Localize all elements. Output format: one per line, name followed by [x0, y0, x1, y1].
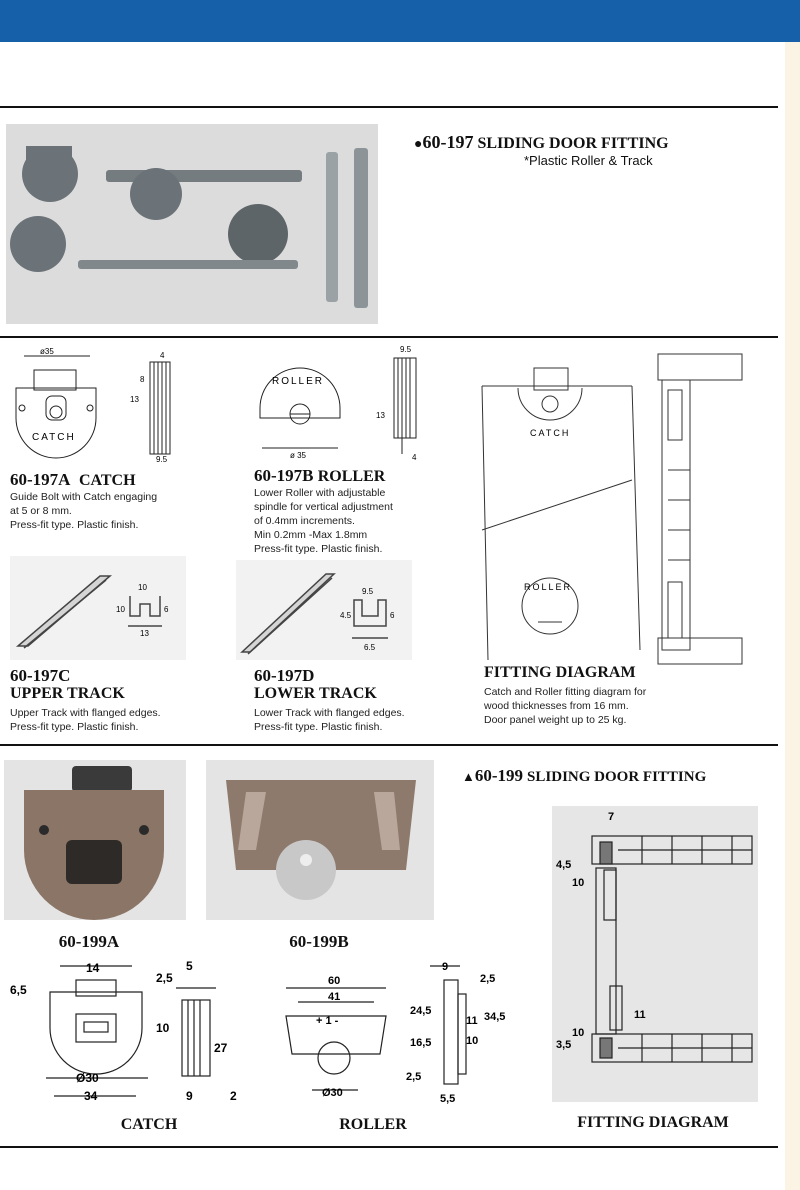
upper-track-dim-6: 6: [164, 605, 169, 614]
dim-catch-65: 6,5: [10, 983, 27, 997]
item-a-desc-line: at 5 or 8 mm.: [10, 505, 72, 517]
section1-heading: [414, 132, 669, 153]
item-b-desc-line: spindle for vertical adjustment: [254, 501, 393, 513]
item-a-heading: [10, 470, 136, 491]
divider-1: [0, 336, 778, 338]
dim-catch-30: Ø30: [76, 1071, 99, 1085]
divider-top: [0, 106, 778, 108]
catch-dim-35: ø35: [40, 347, 54, 356]
dim-roller-pm1: + 1 -: [316, 1015, 339, 1027]
dim-roller-30: Ø30: [322, 1087, 343, 1099]
roller-dim-35: ø 35: [290, 451, 307, 460]
item-b-desc-line: Press-fit type. Plastic finish.: [254, 543, 383, 555]
photo-a-label: 60-199A: [58, 932, 120, 951]
dim-roller-25-top: 2,5: [480, 973, 496, 985]
item-d-desc: [254, 706, 405, 734]
section2-heading: [462, 766, 706, 786]
item-d-desc-line: Press-fit type. Plastic finish.: [254, 721, 383, 733]
catch-dimension-drawing: [6, 958, 246, 1108]
section1-subtitle: *Plastic Roller & Track: [524, 153, 653, 168]
dim-roller-9: 9: [442, 961, 449, 973]
dim-roller-60: 60: [328, 975, 341, 987]
roller-dimension-drawing: [276, 958, 516, 1108]
lower-track-dim-65: 6.5: [364, 643, 376, 652]
item-b-code: 60-197B: [254, 466, 314, 485]
lower-track-dim-6: 6: [390, 611, 395, 620]
catch-dim-95: 9.5: [156, 455, 168, 464]
dim-roller-10: 10: [466, 1035, 479, 1047]
upper-track-dim-10: 10: [138, 583, 147, 592]
fitting-diagram-197: [482, 350, 746, 664]
photo-60-199b-shape: [206, 760, 434, 920]
lower-track-dim-45: 4.5: [340, 611, 352, 620]
item-b-desc-line: Lower Roller with adjustable: [254, 487, 386, 499]
catch-dim-4: 4: [160, 351, 165, 360]
diagram-desc-line: Catch and Roller fitting diagram for: [484, 686, 647, 698]
item-a-desc-line: Guide Bolt with Catch engaging: [10, 491, 158, 503]
dim-catch-14: 14: [86, 961, 100, 975]
item-d-name: LOWER TRACK: [254, 685, 377, 702]
upper-track-dim-13: 13: [140, 629, 149, 638]
catch-dim-8: 8: [140, 375, 145, 384]
section1-title: SLIDING DOOR FITTING: [477, 135, 669, 152]
diagram-desc-line: Door panel weight up to 25 kg.: [484, 714, 627, 726]
catch-drawing: [10, 348, 190, 464]
item-c-code: 60-197C: [10, 666, 71, 685]
item-a-code: 60-197A: [10, 470, 71, 489]
item-d-code: 60-197D: [254, 666, 315, 685]
item-d-desc-line: Lower Track with flanged edges.: [254, 707, 405, 719]
roller-drawing: [254, 344, 434, 464]
item-c-desc-line: Press-fit type. Plastic finish.: [10, 721, 139, 733]
dim-diagram-35: 3,5: [556, 1039, 572, 1051]
item-a-name: CATCH: [78, 472, 136, 489]
caption-roller: ROLLER: [339, 1116, 407, 1133]
fitting-diagram-199: [552, 806, 758, 1102]
dim-roller-55: 5,5: [440, 1093, 456, 1105]
photo-60-199a-shape: [4, 760, 186, 920]
dim-roller-25-bottom: 2,5: [406, 1071, 422, 1083]
diagram-desc: [484, 685, 646, 727]
dim-catch-5: 5: [186, 959, 193, 973]
catch-word: CATCH: [32, 432, 76, 443]
upper-track-drawing: [10, 556, 190, 660]
lower-track-dim-95: 9.5: [362, 587, 374, 596]
item-b-desc-line: of 0.4mm increments.: [254, 515, 355, 527]
item-c-desc: [10, 706, 161, 734]
roller-dim-13: 13: [376, 411, 385, 420]
product-photo-60-197: [6, 124, 378, 324]
catch-dim-13: 13: [130, 395, 139, 404]
item-b-heading: [254, 466, 385, 487]
bullet-circle-icon: ●: [414, 137, 423, 152]
dim-diagram-7: 7: [608, 811, 615, 823]
dim-catch-10: 10: [156, 1021, 170, 1035]
dim-catch-34: 34: [84, 1089, 98, 1103]
item-b-desc-line: Min 0.2mm -Max 1.8mm: [254, 529, 368, 541]
divider-2: [0, 744, 778, 746]
photo-60-199a: [4, 760, 186, 920]
diagram-roller-word: ROLLER: [524, 582, 573, 592]
section2-code: 60-199: [474, 766, 524, 785]
section1-code: 60-197: [422, 132, 474, 152]
caption-catch: CATCH: [120, 1116, 178, 1133]
item-b-desc: [254, 486, 393, 556]
dim-catch-27: 27: [214, 1041, 228, 1055]
dim-catch-2: 2: [230, 1089, 237, 1103]
dim-diagram-11: 11: [634, 1009, 646, 1021]
dim-roller-345: 34,5: [484, 1011, 506, 1023]
section2-title: SLIDING DOOR FITTING: [527, 769, 707, 785]
dim-roller-41: 41: [328, 991, 341, 1003]
roller-dim-95: 9.5: [400, 345, 412, 354]
divider-bottom: [0, 1146, 778, 1148]
dim-roller-11: 11: [466, 1015, 478, 1027]
dim-roller-245: 24,5: [410, 1005, 432, 1017]
photo-b-label: 60-199B: [289, 932, 349, 951]
diagram-catch-word: CATCH: [530, 428, 571, 438]
roller-dim-4: 4: [412, 453, 417, 462]
diagram-desc-line: wood thicknesses from 16 mm.: [484, 700, 629, 712]
caption-fitting-diagram: FITTING DIAGRAM: [577, 1114, 729, 1131]
item-c-desc-line: Upper Track with flanged edges.: [10, 707, 161, 719]
page-edge-strip: [785, 42, 800, 1190]
dim-diagram-10b: 10: [572, 1027, 585, 1039]
diagram-name: FITTING DIAGRAM: [484, 664, 636, 681]
dim-catch-25: 2,5: [156, 971, 173, 985]
item-c-name: UPPER TRACK: [10, 685, 125, 702]
photo-60-197-shapes: [6, 124, 378, 324]
item-b-name: ROLLER: [317, 468, 386, 485]
photo-60-199b: [206, 760, 434, 920]
item-a-desc-line: Press-fit type. Plastic finish.: [10, 519, 139, 531]
item-a-desc: [10, 490, 157, 532]
upper-track-dim-10b: 10: [116, 605, 125, 614]
dim-diagram-10: 10: [572, 877, 585, 889]
bullet-triangle-icon: ▲: [462, 769, 475, 784]
header-bar: [0, 0, 800, 42]
dim-roller-165: 16,5: [410, 1037, 432, 1049]
dim-diagram-45: 4,5: [556, 859, 572, 871]
roller-word: ROLLER: [272, 376, 325, 387]
lower-track-drawing: [236, 560, 416, 660]
dim-catch-9: 9: [186, 1089, 193, 1103]
